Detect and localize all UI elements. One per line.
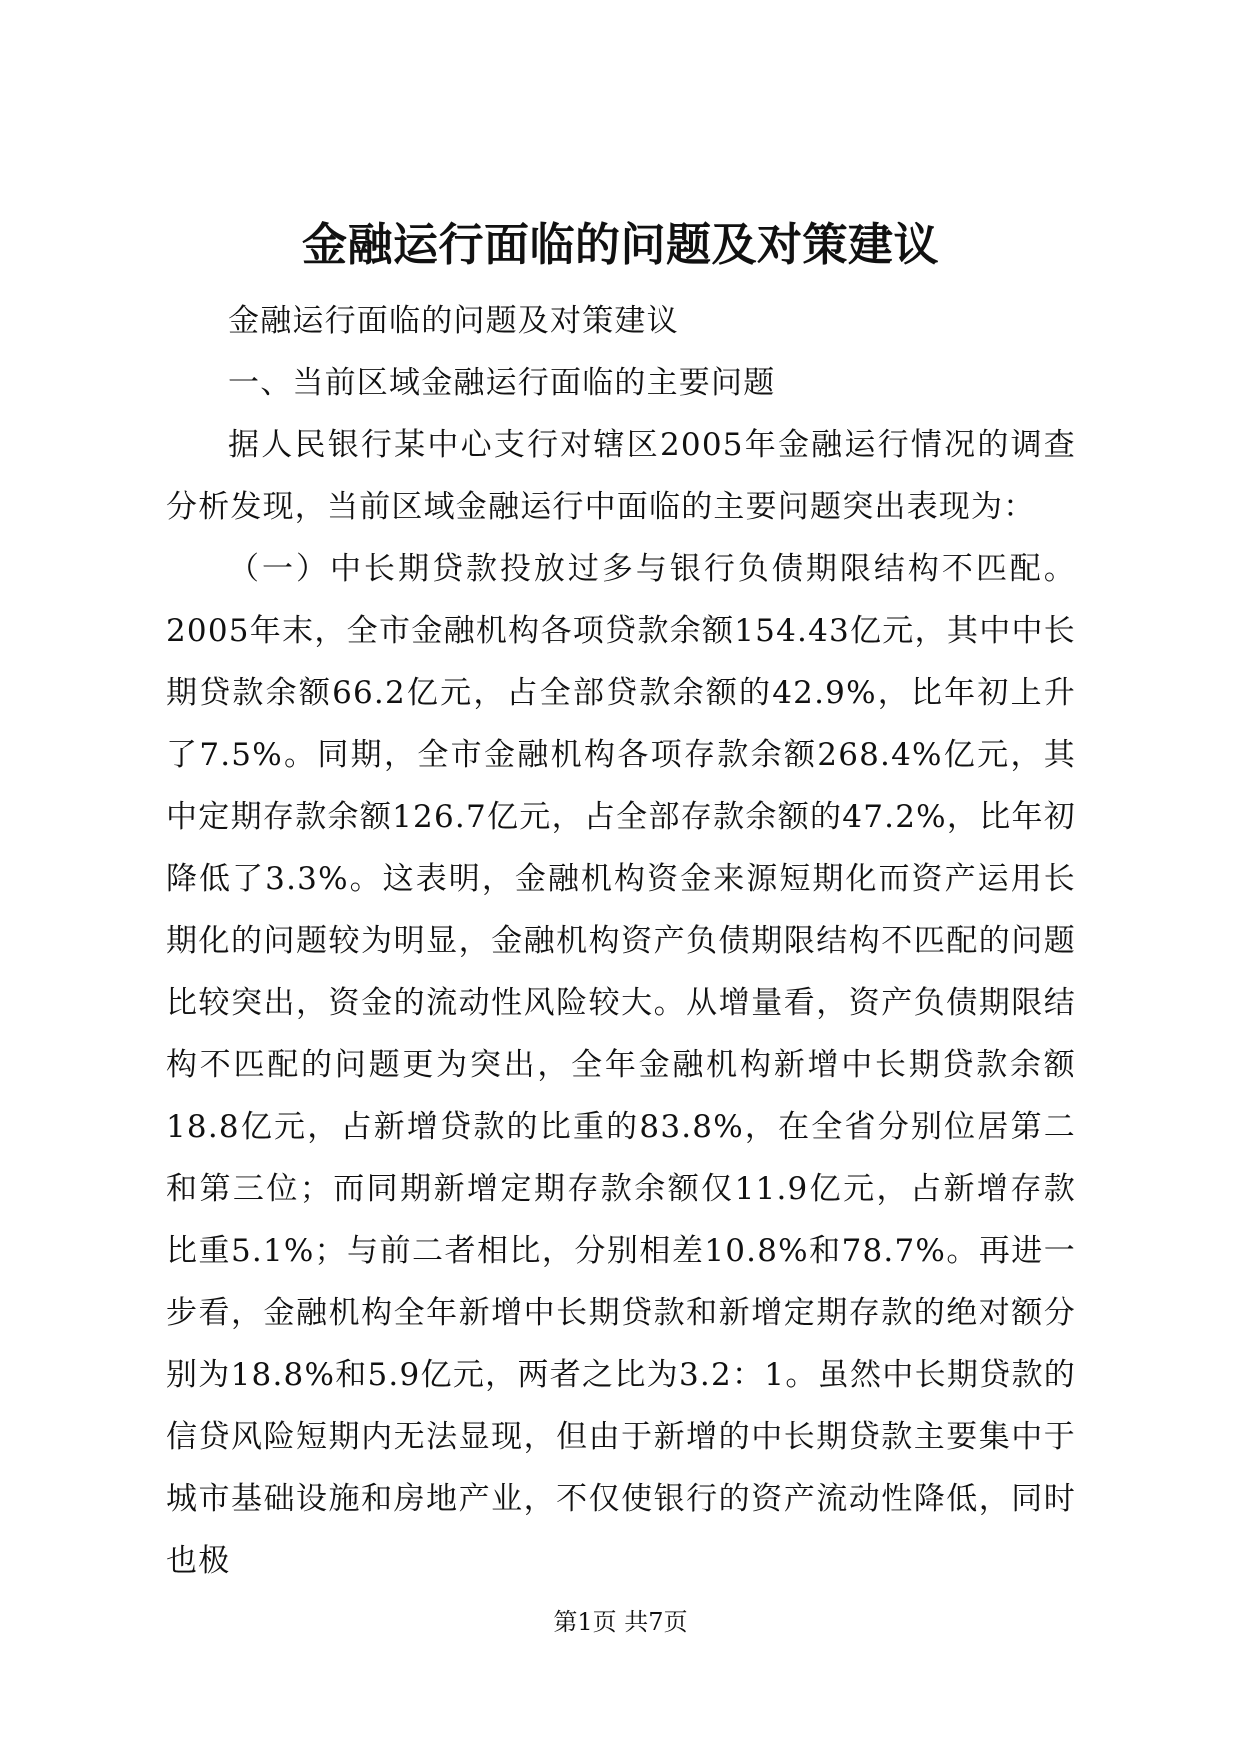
paragraph-intro: 据人民银行某中心支行对辖区2005年金融运行情况的调查分析发现，当前区域金融运行中面临的主要问题突出表现为： — [166, 427, 1076, 525]
paragraph-section-heading: 一、当前区域金融运行面临的主要问题 — [228, 365, 776, 401]
paragraph-subtitle: 金融运行面临的问题及对策建议 — [228, 303, 679, 339]
document-title: 金融运行面临的问题及对策建议 — [301, 218, 939, 271]
document-body — [166, 290, 1076, 1592]
page-footer: 第1页 共7页 — [553, 1608, 688, 1636]
paragraph-main: （一）中长期贷款投放过多与银行负债期限结构不匹配。2005年末，全市金融机构各项贷款余额154.43亿元，其中中长期贷款余额66.2亿元，占全部贷款余额的42.9%，比年初上升了7.5%。同期，全市金融机构各项存款余额268.4%亿元，其中定期存款余额126.7亿元，占全部存款余额的47.2%，比年初降低了3.3%。这表明，金融机构资金来源短期化而资产运用长期化的问题较为明显，金融机构资产负债期限结构不匹配的问题比较突出，资金的流动性风险较大。从增量看，资产负债期限结构不匹配的问题更为突出，全年金融机构新增中长期贷款余额18.8亿元，占新增贷款的比重的83.8%，在全省分别位居第二和第三位；而同期新增定期存款余额仅11.9亿元，占新增存款比重5.1%；与前二者相比，分别相差10.8%和78.7%。再进一步看，金融机构全年新增中长期贷款和新增定期存款的绝对额分别为18.8%和5.9亿元，两者之比为3.2：1。虽然中长期贷款的信贷风险短期内无法显现，但由于新增的中长期贷款主要集中于城市基础设施和房地产业，不仅使银行的资产流动性降低，同时也极 — [166, 551, 1076, 1579]
